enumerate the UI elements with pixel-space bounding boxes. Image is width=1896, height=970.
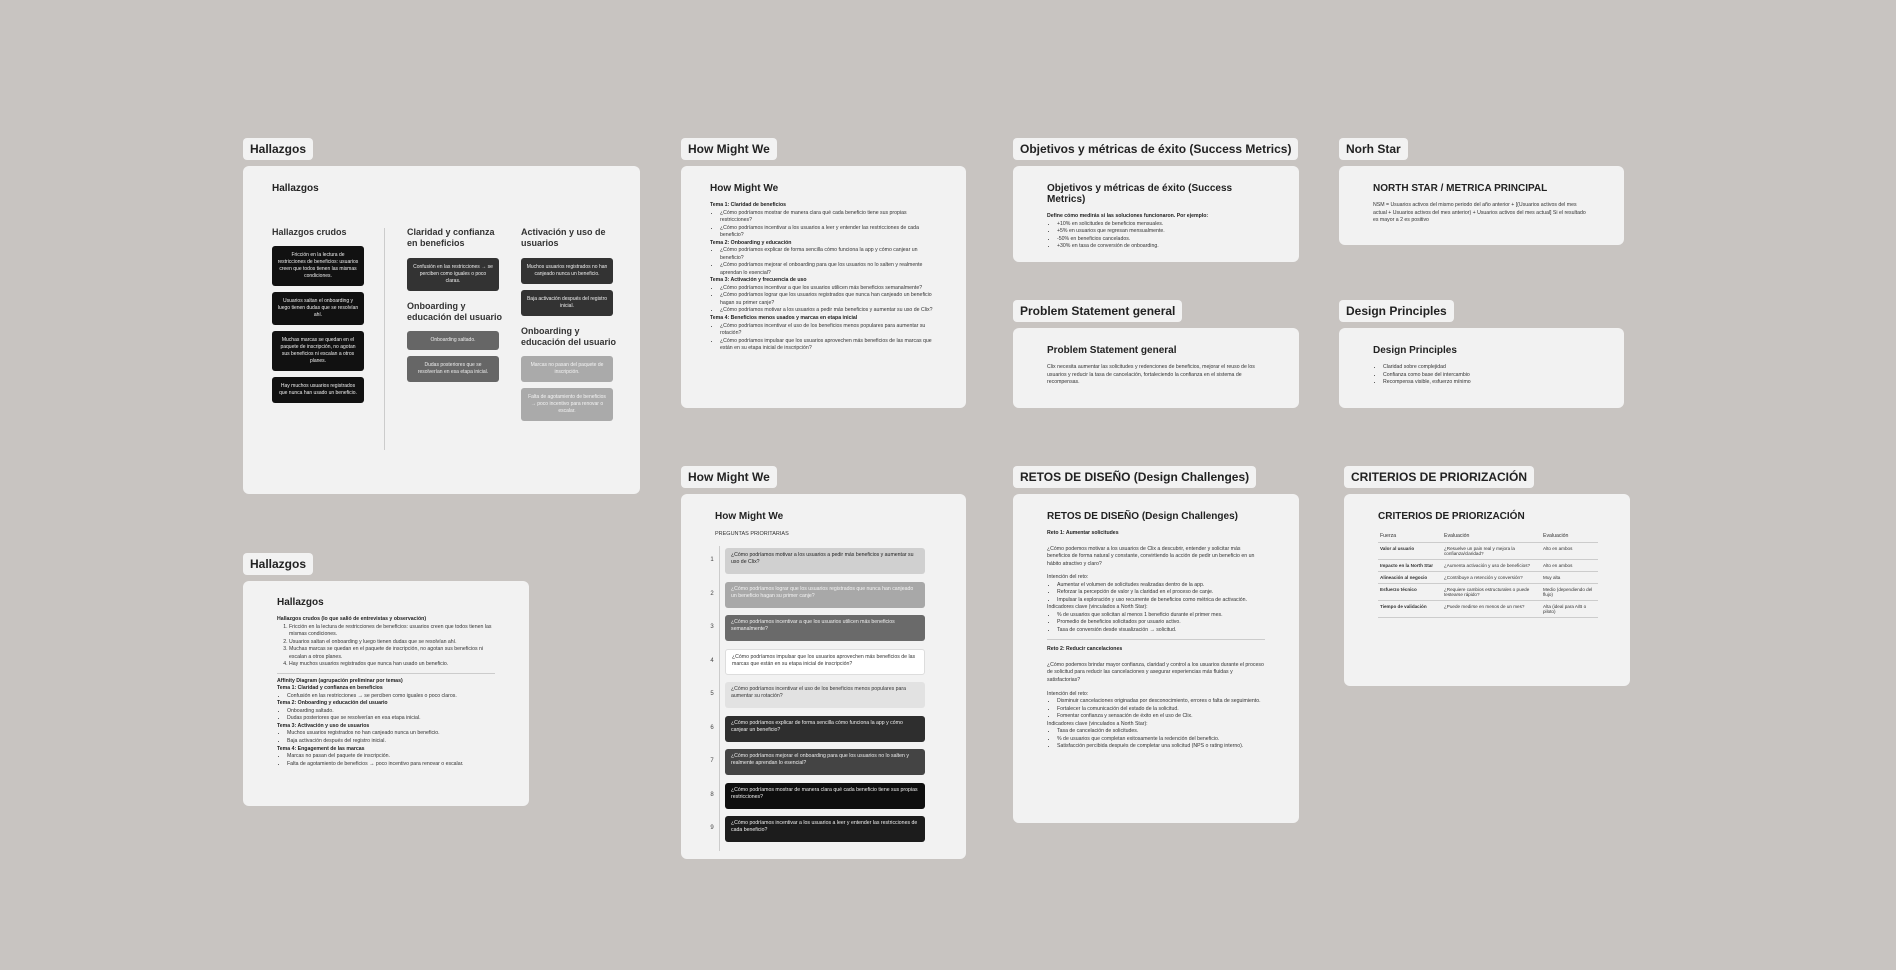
frame-label-retos[interactable]: RETOS DE DISEÑO (Design Challenges) xyxy=(1013,466,1256,488)
hallazgos-board-title: Hallazgos xyxy=(272,183,319,194)
list-item: • Fortalecer la comunicación del estado de la solicitud. xyxy=(1057,706,1265,714)
sticky-note[interactable]: Fricción en la lectura de restricciones de beneficios: usuarios creen que todos tienen las mismas condiciones. xyxy=(272,246,364,286)
frame-label-how-might-we[interactable]: How Might We xyxy=(681,138,777,160)
list-item: • ¿Cómo podríamos incentivar a los usuarios a leer y entender las restricciones de cada beneficio? xyxy=(720,225,937,240)
table-cell: ¿Resuelve un pain real y mejora la confianza/claridad? xyxy=(1442,543,1541,560)
column-title: Onboarding y educación del usuario xyxy=(407,300,503,322)
list-item: • % de usuarios que completan exitosamente la redención del beneficio. xyxy=(1057,736,1265,744)
priority-sticky[interactable]: ¿Cómo podríamos explicar de forma sencilla cómo funciona la app y cómo canjear un beneficio? xyxy=(725,716,925,742)
column-claridad xyxy=(407,227,505,388)
reto-text: ¿Cómo podemos brindar mayor confianza, claridad y control a los usuarios durante el proceso de solicitud para reducir las cancelaciones y asegurar experiencias más fluidas y satisfactorias? xyxy=(1047,661,1264,683)
table-cell: Alineación al negocio xyxy=(1378,572,1442,584)
criterios-table xyxy=(1378,530,1598,618)
table-row xyxy=(1378,572,1598,584)
list-item: • ¿Cómo podríamos explicar de forma sencilla cómo funciona la app y cómo canjear un beneficio? xyxy=(720,247,937,262)
column-header: Fuerza xyxy=(1378,530,1442,543)
design-principles-card[interactable] xyxy=(1339,328,1624,408)
list-item: • Confusión en las restricciones → se perciben como iguales o poco claros. xyxy=(287,693,495,701)
hmw-card-body xyxy=(710,202,937,353)
priority-sticky[interactable]: ¿Cómo podríamos mostrar de manera clara qué cada beneficio tiene sus propias restricciones? xyxy=(725,783,925,809)
list-item: • Promedio de beneficios solicitados por usuario activo. xyxy=(1057,619,1265,627)
list-item: • Impulsar la exploración y uso recurrente de beneficios como métrica de activación. xyxy=(1057,597,1265,605)
list-item: • Claridad sobre complejidad xyxy=(1383,364,1590,372)
list-item: • ¿Cómo podríamos impulsar que los usuarios aprovechen más beneficios de las marcas que están en su etapa inicial de inscripción? xyxy=(720,338,937,353)
priority-sticky[interactable]: ¿Cómo podríamos impulsar que los usuarios aprovechen más beneficios de las marcas que están en su etapa inicial de inscripción? xyxy=(725,649,925,675)
list-item: • Satisfacción percibida después de completar una solicitud (NPS o rating interno). xyxy=(1057,743,1265,751)
frame-label-north-star[interactable]: Norh Star xyxy=(1339,138,1408,160)
list-item: • Aumentar el volumen de solicitudes realizadas dentro de la app. xyxy=(1057,582,1265,590)
table-cell: Alta (ideal para A/B o piloto) xyxy=(1541,601,1598,618)
table-row xyxy=(1378,543,1598,560)
sticky-note[interactable]: Dudas posteriores que se resolverían en esa etapa inicial. xyxy=(407,356,499,382)
reto-indicators-label: Indicadores clave (vinculados a North Star): xyxy=(1047,604,1148,611)
priority-number: 7 xyxy=(710,758,714,764)
priority-row[interactable] xyxy=(707,615,909,641)
hmw-priority-subtitle: PREGUNTAS PRIORITARIAS xyxy=(715,531,789,537)
priority-number: 8 xyxy=(710,791,714,798)
priority-row[interactable] xyxy=(707,649,916,675)
list-item: • Confianza como base del intercambio xyxy=(1383,372,1590,380)
reto-heading: Reto 2: Reducir cancelaciones xyxy=(1047,646,1123,653)
list-item: • ¿Cómo podríamos mejorar el onboarding para que los usuarios no lo salten y realmente aprendan lo esencial? xyxy=(720,262,937,277)
table-row xyxy=(1378,601,1598,618)
priority-row[interactable] xyxy=(707,682,909,708)
priority-sticky[interactable]: ¿Cómo podríamos motivar a los usuarios a pedir más beneficios y aumentar su uso de Clix? xyxy=(725,548,925,574)
list-item: 3. Muchas marcas se quedan en el paquete de inscripción, no agotan sus beneficios ni escalan a otros planes. xyxy=(289,646,495,661)
list-item: • Baja activación después del registro inicial. xyxy=(287,738,495,746)
problem-statement-title: Problem Statement general xyxy=(1047,345,1177,356)
sticky-note[interactable]: Onboarding saltado. xyxy=(407,331,499,350)
reto-heading: Reto 1: Aumentar solicitudes xyxy=(1047,530,1119,536)
list-item: • ¿Cómo podríamos incentivar a que los usuarios utilicen más beneficios semanalmente? xyxy=(720,285,937,293)
criterios-card[interactable] xyxy=(1344,494,1630,686)
table-cell: Tiempo de validación xyxy=(1378,601,1442,618)
hallazgos-text-body xyxy=(277,616,495,768)
priority-sticky[interactable]: ¿Cómo podríamos incentivar a que los usuarios utilicen más beneficios semanalmente? xyxy=(725,615,925,641)
table-header-row xyxy=(1378,530,1598,543)
table-cell: ¿Aumenta activación y uso de beneficios? xyxy=(1442,560,1541,572)
list-item: 1. Fricción en la lectura de restricciones de beneficios: usuarios creen que todos tienen las mismas condiciones. xyxy=(289,624,495,639)
objetivos-card-title: Objetivos y métricas de éxito (Success Metrics) xyxy=(1047,183,1233,205)
priority-row[interactable] xyxy=(707,749,909,775)
list-item: • ¿Cómo podríamos lograr que los usuarios registrados que nunca han canjeado un beneficio hagan su primer canje? xyxy=(720,292,937,307)
reto-indicators-label: Indicadores clave (vinculados a North Star): xyxy=(1047,720,1148,727)
table-cell: Valor al usuario xyxy=(1378,543,1442,560)
reto-text: ¿Cómo podemos motivar a los usuarios de Clix a descubrir, entender y solicitar más beneficios de forma natural y constante, convirtiendo la acción de pedir un beneficio en un hábito atractivo y claro? xyxy=(1047,545,1255,567)
list-item: • Reforzar la percepción de valor y la claridad en el proceso de canje. xyxy=(1057,589,1265,597)
criterios-card-title: CRITERIOS DE PRIORIZACIÓN xyxy=(1378,511,1525,522)
priority-row[interactable] xyxy=(707,716,909,742)
sticky-note[interactable]: Muchas marcas se quedan en el paquete de inscripción, no agotan sus beneficios ni escalan a otros planes. xyxy=(272,331,364,371)
column-header: Evaluación xyxy=(1442,530,1541,543)
list-item: • Dudas posteriores que se resolverían en esa etapa inicial. xyxy=(287,715,495,723)
hallazgos-board-frame[interactable] xyxy=(243,166,640,494)
column-title: Hallazgos crudos xyxy=(272,227,347,237)
list-item: • +5% en usuarios que regresan mensualmente. xyxy=(1057,228,1265,236)
list-item: • ¿Cómo podríamos motivar a los usuarios a pedir más beneficios y aumentar su uso de Clix? xyxy=(720,307,937,315)
priority-number: 1 xyxy=(710,557,714,563)
hmw-priority-title: How Might We xyxy=(715,511,784,522)
priority-row[interactable] xyxy=(707,783,918,809)
north-star-card-title: NORTH STAR / METRICA PRINCIPAL xyxy=(1373,183,1548,194)
frame-label-hallazgos[interactable]: Hallazgos xyxy=(243,138,313,160)
table-cell: Muy alta xyxy=(1541,572,1598,584)
tema-heading: Tema 2: Onboarding y educación del usuario xyxy=(277,700,388,707)
column-title: Activación y uso de usuarios xyxy=(521,227,606,249)
priority-number: 2 xyxy=(710,590,714,597)
list-item: • Tasa de cancelación de solicitudes. xyxy=(1057,728,1265,736)
column-divider xyxy=(384,228,385,450)
priority-number: 6 xyxy=(710,724,714,731)
priority-row[interactable] xyxy=(707,548,914,574)
list-item: • +10% en solicitudes de beneficios mensuales. xyxy=(1057,221,1265,229)
intro-text: Define cómo medirás si las soluciones funcionaron. Por ejemplo: xyxy=(1047,213,1209,219)
retos-card-body xyxy=(1047,530,1265,751)
table-cell: Esfuerzo técnico xyxy=(1378,584,1442,601)
problem-statement-card[interactable] xyxy=(1013,328,1299,408)
section-heading: Hallazgos crudos (lo que salió de entrevistas y observación) xyxy=(277,616,427,622)
list-item: 4. Hay muchos usuarios registrados que nunca han usado un beneficio. xyxy=(289,661,495,669)
objetivos-card-body xyxy=(1047,213,1265,251)
table-cell: ¿Puede medirse en menos de un mes? xyxy=(1442,601,1541,618)
sticky-note[interactable]: Muchos usuarios registrados no han canjeado nunca un beneficio. xyxy=(521,258,613,284)
retos-card-title: RETOS DE DISEÑO (Design Challenges) xyxy=(1047,511,1238,522)
table-cell: Alto en ambos xyxy=(1541,560,1598,572)
north-star-text: NSM = Usuarios activos del mismo periodo del año anterior + [(Usuarios activos del mes actual + Usuarios activos del mes anterior) + Usuarios activos del mes actual] Si el resultado es mayor a 2 es positivo xyxy=(1373,202,1586,224)
divider xyxy=(1047,639,1265,640)
reto-intent-label: Intención del reto: xyxy=(1047,690,1089,697)
north-star-card[interactable] xyxy=(1339,166,1624,245)
priority-sticky[interactable]: ¿Cómo podríamos lograr que los usuarios registrados que nunca han canjeado un beneficio hagan su primer canje? xyxy=(725,582,925,608)
priority-row[interactable] xyxy=(707,816,918,842)
table-cell: ¿Requiere cambios estructurales o puede testearse rápido? xyxy=(1442,584,1541,601)
list-item: • % de usuarios que solicitan al menos 1 beneficio durante el primer mes. xyxy=(1057,612,1265,620)
list-item: • Tasa de conversión desde visualización → solicitud. xyxy=(1057,627,1265,635)
reto-intent-label: Intención del reto: xyxy=(1047,574,1089,581)
list-item: • Disminuir cancelaciones originadas por desconocimiento, errores o falta de seguimiento. xyxy=(1057,698,1265,706)
list-item: • Recompensa visible, esfuerzo mínimo xyxy=(1383,379,1590,387)
hmw-card[interactable] xyxy=(681,166,966,408)
priority-sticky[interactable]: ¿Cómo podríamos incentivar a los usuarios a leer y entender las restricciones de cada beneficio? xyxy=(725,816,925,842)
sticky-note[interactable]: Usuarios saltan el onboarding y luego tienen dudas que se resolvían ahí. xyxy=(272,292,364,325)
tema-heading: Tema 1: Claridad de beneficios xyxy=(710,202,787,208)
frame-label-objetivos[interactable]: Objetivos y métricas de éxito (Success Metrics) xyxy=(1013,138,1298,160)
column-activacion xyxy=(521,227,619,427)
frame-label-how-might-we-2[interactable]: How Might We xyxy=(681,466,777,488)
priority-number: 5 xyxy=(710,691,714,697)
list-item: • ¿Cómo podríamos incentivar el uso de los beneficios menos populares para aumentar su rotación? xyxy=(720,323,937,338)
problem-statement-text: Clix necesita aumentar las solicitudes y redenciones de beneficios, mejorar el reuso de los usuarios y reducir la tasa de cancelación, fortaleciendo la confianza en el sistema de recompensas. xyxy=(1047,364,1255,386)
column-title: Claridad y confianza en beneficios xyxy=(407,227,495,249)
hmw-priority-card[interactable] xyxy=(681,494,966,859)
list-item: • Onboarding saltado. xyxy=(287,708,495,716)
sticky-note[interactable]: Confusión en las restricciones → se perciben como iguales o poco claras. xyxy=(407,258,499,291)
tema-heading: Tema 2: Onboarding y educación xyxy=(710,239,792,246)
list-item: • -50% en beneficios cancelados. xyxy=(1057,236,1265,244)
priority-sticky[interactable]: ¿Cómo podríamos mejorar el onboarding para que los usuarios no lo salten y realmente aprendan lo esencial? xyxy=(725,749,925,775)
priority-number: 3 xyxy=(710,624,714,630)
column-header: Evaluación xyxy=(1541,530,1598,543)
list-item: • Falta de agotamiento de beneficios → poco incentivo para renovar o escalar. xyxy=(287,761,495,769)
table-row xyxy=(1378,560,1598,572)
list-item: • Fomentar confianza y sensación de éxito en el uso de Clix. xyxy=(1057,713,1265,721)
frame-label-design-principles[interactable]: Design Principles xyxy=(1339,300,1454,322)
hmw-card-title: How Might We xyxy=(710,183,779,194)
retos-card[interactable] xyxy=(1013,494,1299,823)
list-item: • Muchos usuarios registrados no han canjeado nunca un beneficio. xyxy=(287,730,495,738)
sticky-note[interactable]: Falta de agotamiento de beneficios → poco incentivo para renovar o escalar. xyxy=(521,388,613,421)
hallazgos-text-card[interactable] xyxy=(243,581,529,806)
tema-heading: Tema 3: Activación y uso de usuarios xyxy=(277,722,370,729)
tema-heading: Tema 4: Engagement de las marcas xyxy=(277,745,365,752)
list-item: 2. Usuarios saltan el onboarding y luego tienen dudas que se resolvían ahí. xyxy=(289,639,495,647)
frame-label-criterios[interactable]: CRITERIOS DE PRIORIZACIÓN xyxy=(1344,466,1534,488)
tema-heading: Tema 1: Claridad y confianza en beneficios xyxy=(277,685,383,692)
table-cell: Impacto en la North Star xyxy=(1378,560,1442,572)
sticky-note[interactable]: Marcas no pasan del paquete de inscripción. xyxy=(521,356,613,382)
section-heading: Affinity Diagram (agrupación preliminar por temas) xyxy=(277,677,403,684)
list-item: • +30% en tasa de conversión de onboarding. xyxy=(1057,243,1265,251)
table-cell: Medio (dependiendo del flujo) xyxy=(1541,584,1598,601)
column-hallazgos-crudos xyxy=(272,227,372,409)
table-cell: ¿Contribuye a retención y conversión? xyxy=(1442,572,1541,584)
priority-row[interactable] xyxy=(707,582,914,608)
priority-sticky[interactable]: ¿Cómo podríamos incentivar el uso de los beneficios menos populares para aumentar su rotación? xyxy=(725,682,925,708)
design-principles-body xyxy=(1373,364,1590,387)
list-item: • ¿Cómo podríamos mostrar de manera clara qué cada beneficio tiene sus propias restricciones? xyxy=(720,210,937,225)
divider xyxy=(277,673,495,674)
sticky-note[interactable]: Baja activación después del registro inicial. xyxy=(521,290,613,316)
table-row xyxy=(1378,584,1598,601)
design-principles-title: Design Principles xyxy=(1373,345,1457,356)
tema-heading: Tema 4: Beneficios menos usados y marcas en etapa inicial xyxy=(710,314,858,321)
objetivos-card[interactable] xyxy=(1013,166,1299,262)
hallazgos-text-title: Hallazgos xyxy=(277,597,324,608)
priority-number: 4 xyxy=(710,657,714,664)
tema-heading: Tema 3: Activación y frecuencia de uso xyxy=(710,277,807,284)
frame-label-problem-statement[interactable]: Problem Statement general xyxy=(1013,300,1182,322)
priority-number: 9 xyxy=(710,825,714,831)
table-cell: Alto en ambos xyxy=(1541,543,1598,560)
list-item: • Marcas no pasan del paquete de inscripción. xyxy=(287,753,495,761)
frame-label-hallazgos-2[interactable]: Hallazgos xyxy=(243,553,313,575)
column-title: Onboarding y educación del usuario xyxy=(521,325,617,347)
sticky-note[interactable]: Hay muchos usuarios registrados que nunca han usado un beneficio. xyxy=(272,377,364,403)
